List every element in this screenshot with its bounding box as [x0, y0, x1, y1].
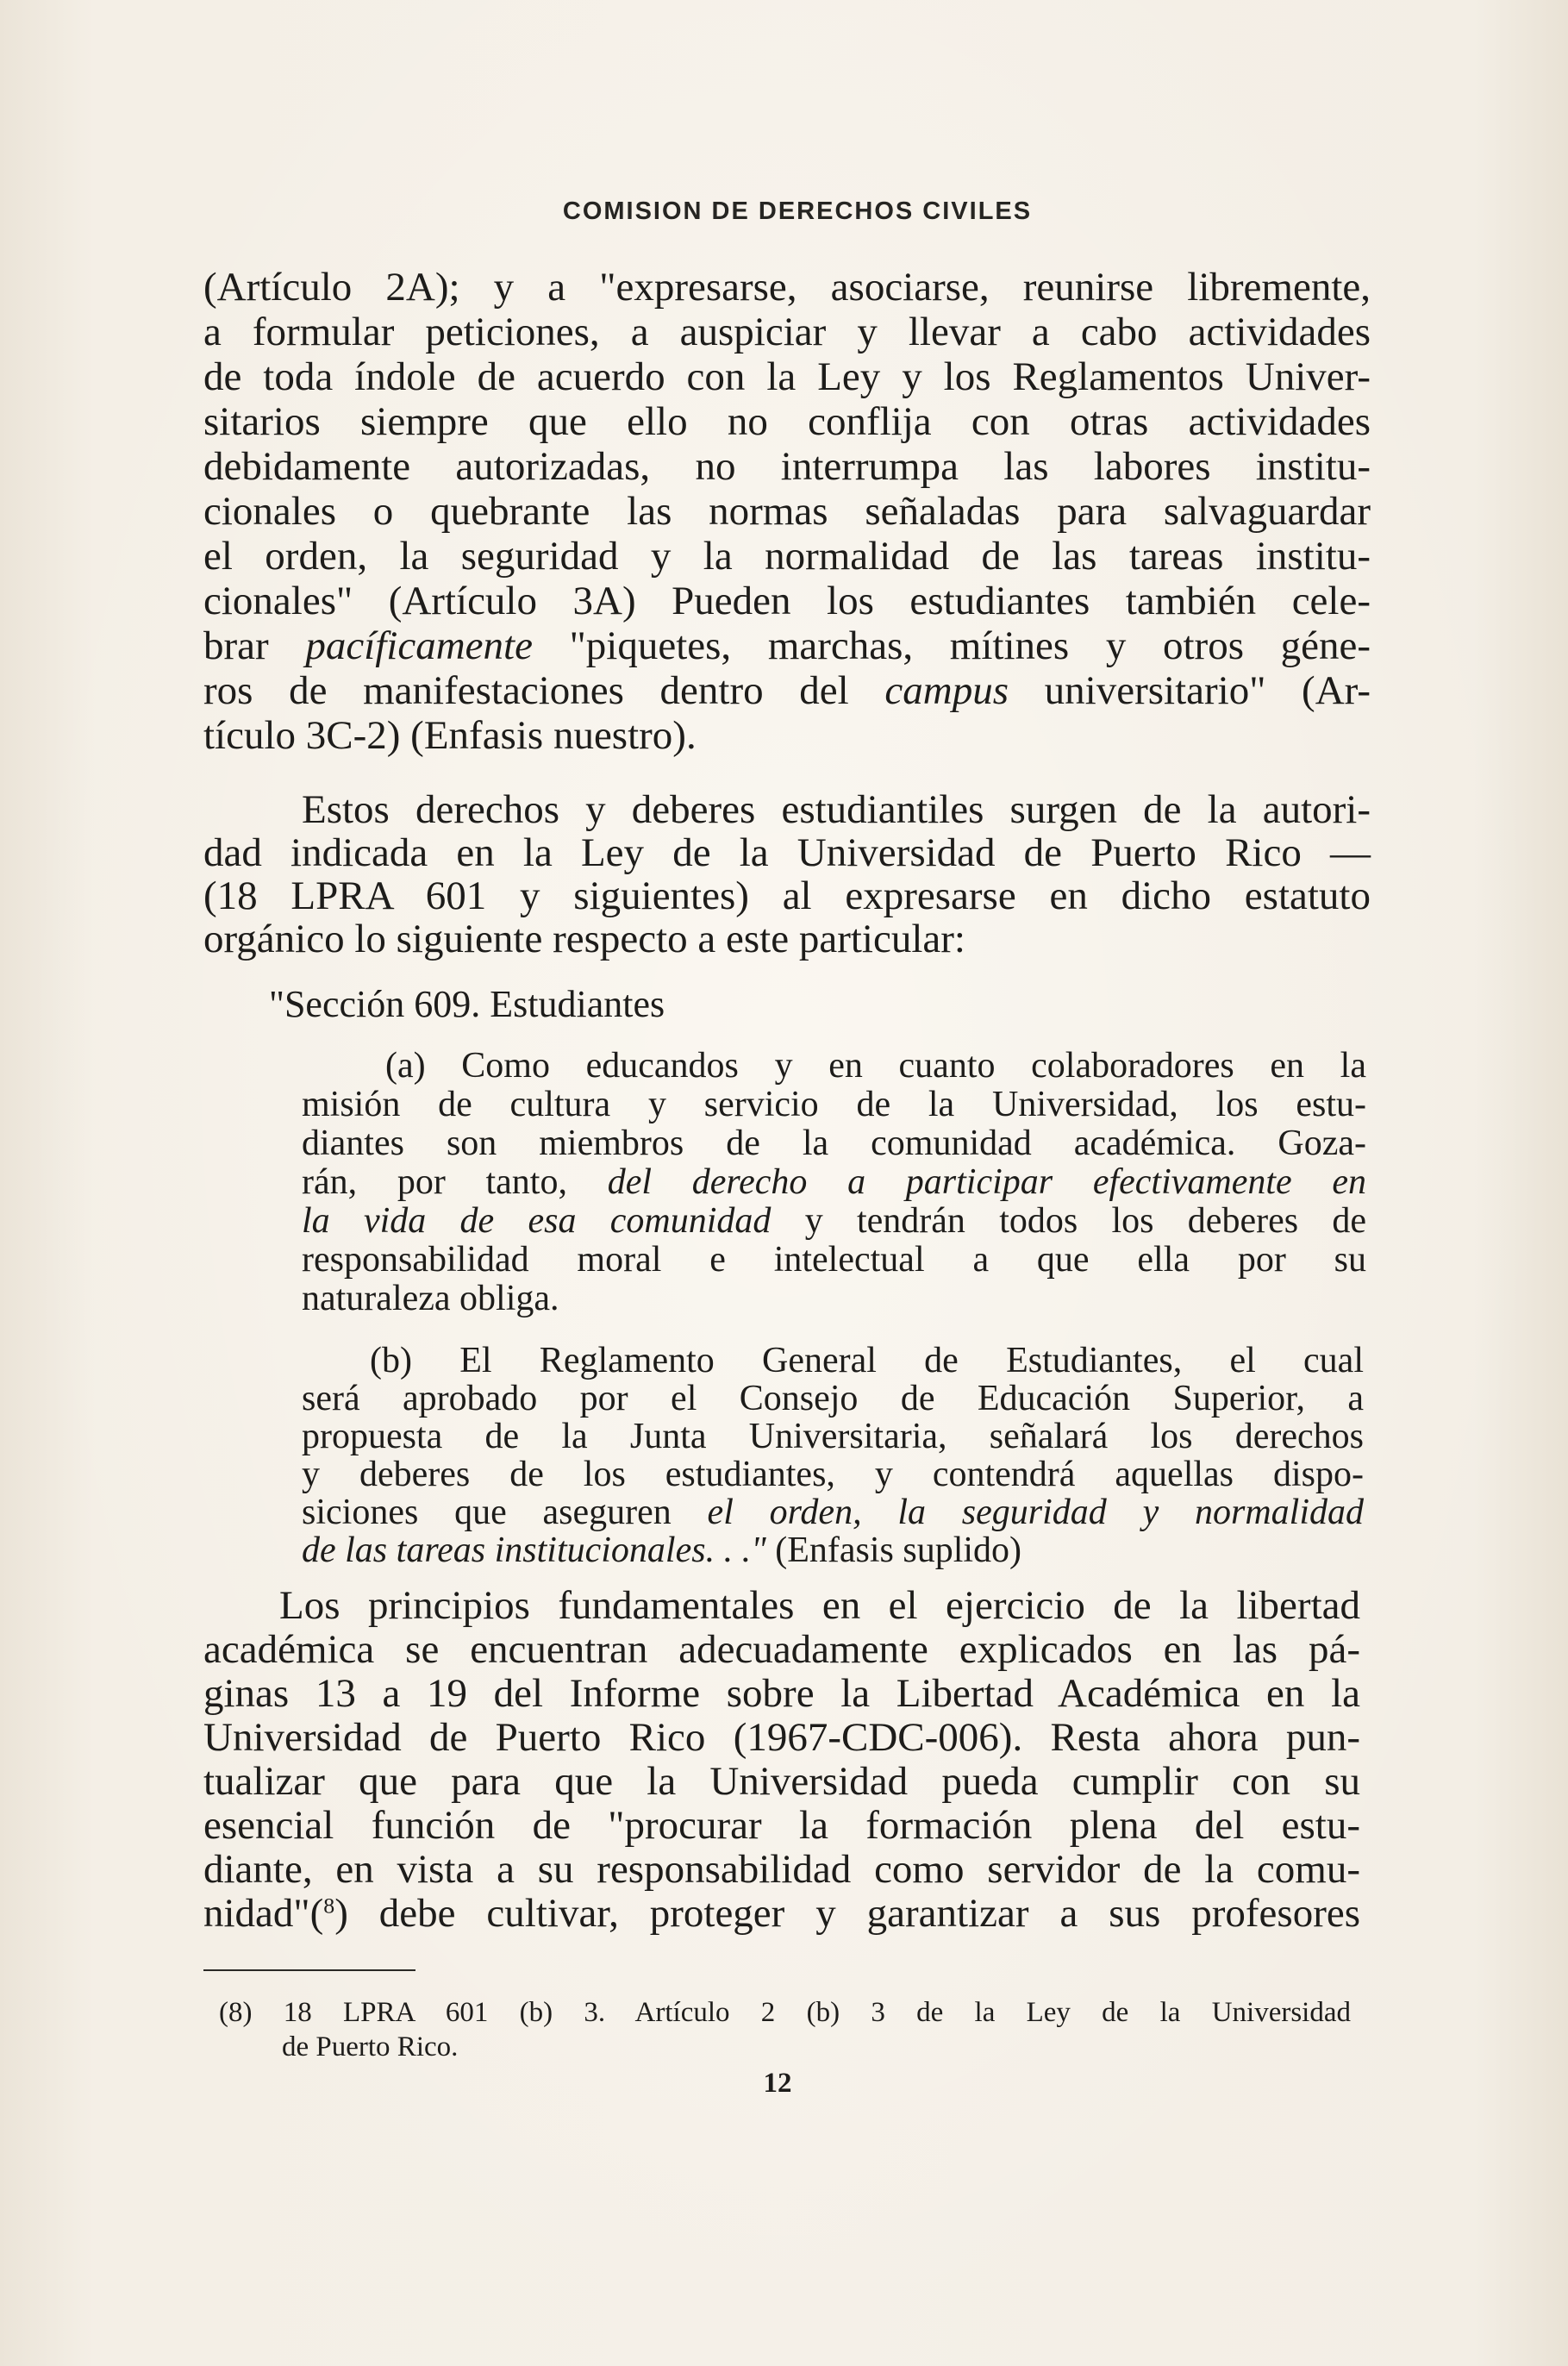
paragraph-1	[203, 265, 1371, 758]
paragraph-line: tículo 3C-2) (Enfasis nuestro).	[203, 713, 697, 758]
paragraph-line: cionales o quebrante las normas señaladas para salvaguardar	[203, 489, 1371, 534]
text-segment: rán, por tanto,	[302, 1162, 608, 1202]
italic-segment: de las tareas institucionales. . ."	[302, 1530, 766, 1570]
paragraph-line: ginas 13 a 19 del Informe sobre la Libertad Académica en la	[203, 1671, 1360, 1716]
paragraph-line: académica se encuentran adecuadamente explicados en las pá-	[203, 1627, 1360, 1672]
quote-heading	[269, 985, 1045, 1023]
quote-line: (a) Como educandos y en cuanto colaboradores en la	[385, 1046, 1366, 1086]
footnote-line: de Puerto Rico.	[282, 2031, 459, 2062]
paragraph-line: debidamente autorizadas, no interrumpa las labores institu-	[203, 444, 1371, 489]
paragraph-line: (Artículo 2A); y a "expresarse, asociarse, reunirse libremente,	[203, 265, 1371, 310]
footnote-reference: 8	[323, 1893, 335, 1918]
paragraph-3	[203, 1584, 1360, 1936]
footnote-line: (8) 18 LPRA 601 (b) 3. Artículo 2 (b) 3 de la Ley de la Universidad	[219, 1997, 1351, 2028]
footnote-rule	[203, 1969, 415, 1971]
paragraph-2	[203, 788, 1371, 961]
paragraph-line: esencial función de "procurar la formación plena del estu-	[203, 1803, 1360, 1848]
quote-line: naturaleza obliga.	[302, 1279, 559, 1318]
paragraph-line: Estos derechos y deberes estudiantiles surgen de la autori-	[302, 787, 1371, 832]
text-segment: universitario" (Ar-	[1008, 668, 1371, 713]
quote-line: propuesta de la Junta Universitaria, señalará los derechos	[302, 1417, 1364, 1456]
paragraph-line: cionales" (Artículo 3A) Pueden los estudiantes también cele-	[203, 579, 1371, 623]
paragraph-line: tualizar que para que la Universidad pueda cumplir con su	[203, 1759, 1360, 1804]
footnote	[219, 1995, 1351, 2064]
paragraph-line: Universidad de Puerto Rico (1967-CDC-006). Resta ahora pun-	[203, 1715, 1360, 1760]
italic-segment: campus	[884, 668, 1009, 713]
quote-line: diantes son miembros de la comunidad académica. Goza-	[302, 1124, 1366, 1163]
paragraph-line	[203, 668, 1371, 713]
italic-segment: el orden, la seguridad y normalidad	[707, 1493, 1364, 1532]
paragraph-line: diante, en vista a su responsabilidad como servidor de la comu-	[203, 1847, 1360, 1892]
paragraph-line: el orden, la seguridad y la normalidad de las tareas institu-	[203, 534, 1371, 579]
quote-item-b	[302, 1342, 1364, 1569]
text-segment: ) debe cultivar, proteger y garantizar a sus profesores	[334, 1891, 1360, 1936]
italic-segment: del derecho a participar efectivamente en	[607, 1162, 1367, 1202]
text-segment: (Enfasis suplido)	[765, 1530, 1022, 1570]
page-number: 12	[763, 2068, 792, 2099]
quote-line	[302, 1531, 1364, 1569]
running-head: COMISION DE DERECHOS CIVILES	[562, 197, 1033, 225]
text-segment: nidad"(	[203, 1891, 324, 1936]
quote-line: misión de cultura y servicio de la Universidad, los estu-	[302, 1085, 1366, 1124]
paragraph-line: dad indicada en la Ley de la Universidad de Puerto Rico —	[203, 830, 1371, 875]
quote-line	[302, 1202, 1366, 1241]
paragraph-line: (18 LPRA 601 y siguientes) al expresarse en dicho estatuto	[203, 873, 1371, 918]
paragraph-line	[203, 1892, 1360, 1936]
quote-heading-line: "Sección 609. Estudiantes	[269, 983, 665, 1025]
italic-segment: la vida de esa comunidad	[302, 1201, 772, 1241]
paragraph-line: sitarios siempre que ello no conflija con otras actividades	[203, 399, 1371, 444]
quote-line: responsabilidad moral e intelectual a que ella por su	[302, 1240, 1366, 1280]
text-segment: ros de manifestaciones dentro del	[203, 668, 885, 713]
italic-segment: pacíficamente	[305, 623, 533, 668]
paragraph-line: orgánico lo siguiente respecto a este particular:	[203, 917, 965, 961]
quote-item-a	[302, 1047, 1366, 1318]
quote-line	[302, 1493, 1364, 1531]
text-segment: y tendrán todos los deberes de	[771, 1201, 1366, 1241]
text-segment: "piquetes, marchas, mítines y otros géne-	[532, 623, 1371, 668]
quote-line: (b) El Reglamento General de Estudiantes, el cual	[370, 1341, 1364, 1380]
paragraph-line	[203, 623, 1371, 668]
quote-line: será aprobado por el Consejo de Educación Superior, a	[302, 1379, 1364, 1418]
paragraph-line: Los principios fundamentales en el ejercicio de la libertad	[279, 1583, 1360, 1628]
paragraph-line: a formular peticiones, a auspiciar y llevar a cabo actividades	[203, 310, 1371, 354]
quote-line	[302, 1163, 1366, 1202]
text-segment: brar	[203, 623, 306, 668]
text-segment: siciones que aseguren	[302, 1493, 708, 1532]
paragraph-line: de toda índole de acuerdo con la Ley y los Reglamentos Univer-	[203, 354, 1371, 399]
quote-line: y deberes de los estudiantes, y contendrá aquellas dispo-	[302, 1455, 1364, 1494]
